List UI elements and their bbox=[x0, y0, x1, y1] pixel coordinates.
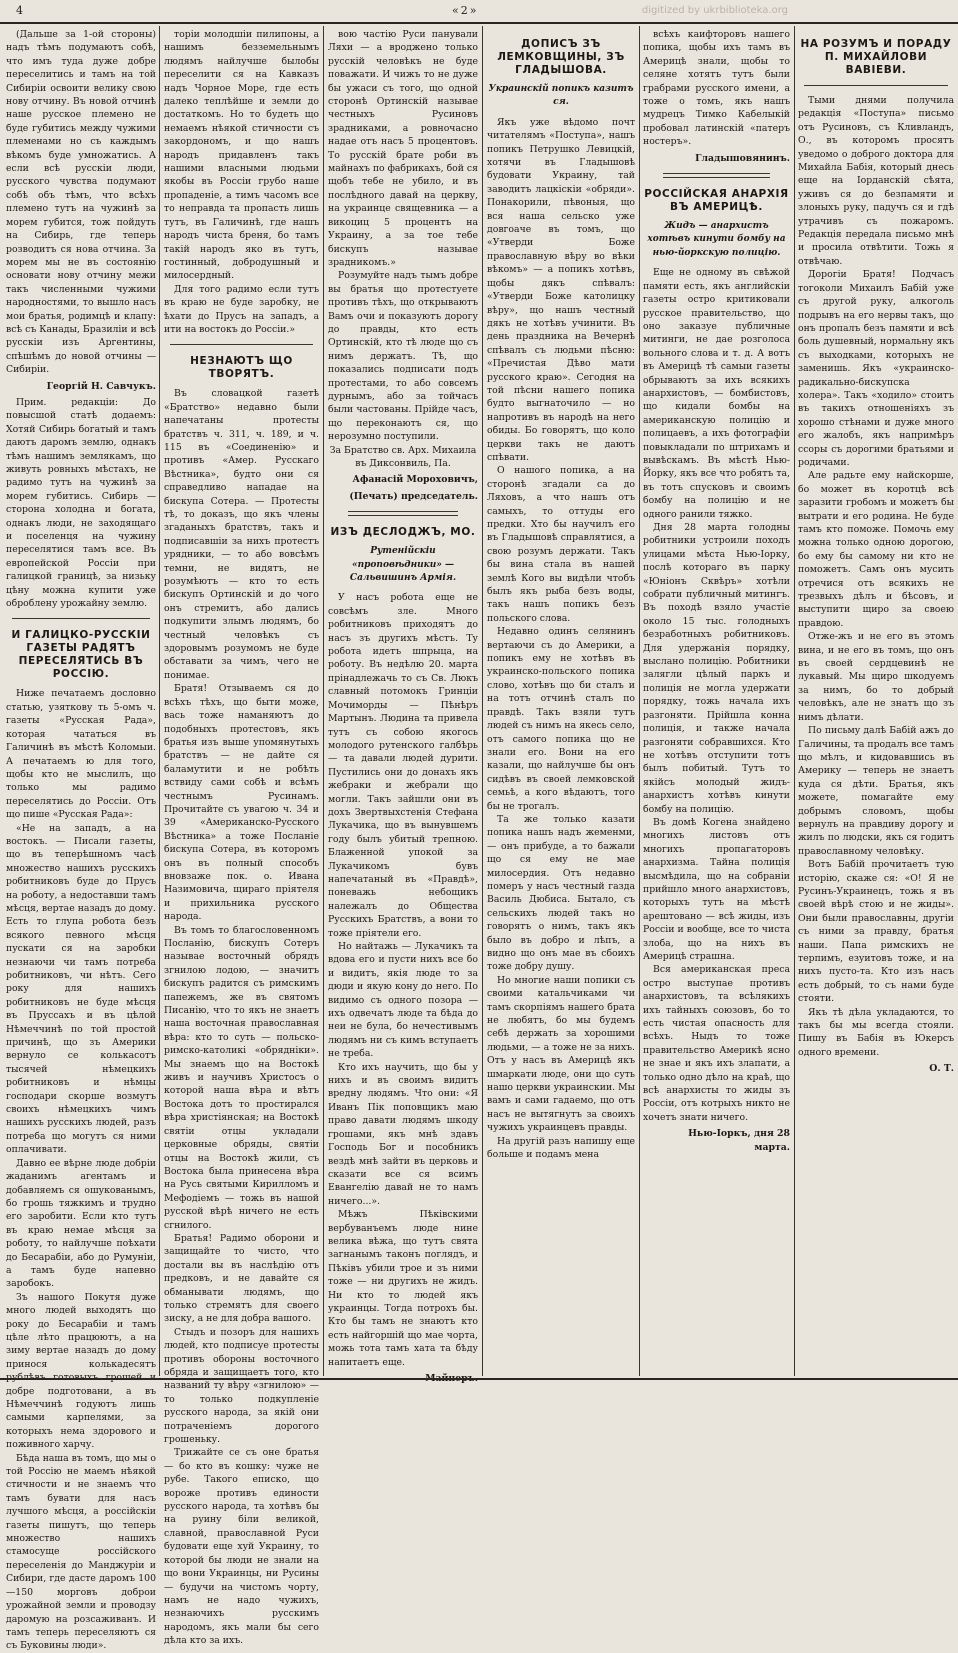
paragraph: Вотъ Бабiй прочитаетъ тую исторiю, скаже ся: «О! Я не Русинъ-Украинецъ, тожь я въ своей вѣрѣ стою и не жиды». Они были православны, другiи съ ними за правду, братья наши. Папа римскихъ не терпимъ, езуитовъ тоже, и на нихъ пусто-та. Кто изъ насъ есть добрый, то съ нами буде стояти. bbox=[798, 859, 954, 1005]
paragraph: На другiй разъ напишу еще больше и подамъ мена bbox=[487, 1135, 635, 1161]
article-heading: НЕЗНАЮТЪ ЩО ТВОРЯТЪ. bbox=[190, 355, 293, 381]
paragraph: Трижайте се съ оне братья — бо кто въ кошку: чуже не рубе. Такого еписко, що вороже противъ единости русского народа, та хотѣвъ бы на руину бiли великой, славной, православной Руси будовати еще хуй Украину, то которой бы люди не знали на що вони Украинцы, ни Русины — будучи на чистомъ чорту, намъ не надо чужихъ, незнаючихъ русскимъ народомъ, якъ мали бы сего дѣла кто за ихъ. bbox=[164, 1447, 319, 1647]
paragraph: Кто ихъ научить, що бы у нихъ и въ своимъ видитъ вредну людямъ. Что они: «Я Иванъ Пiк поповщикъ маю право давати людямъ шкоду грошами, якъ мнѣ здавъ Господь Бог и пособникъ вездѣ мнѣ зайти въ церковь и сказати все ся всимъ Евангелiю давай не то намъ ничего...». bbox=[328, 1061, 478, 1207]
column-3 bbox=[328, 28, 478, 1376]
paragraph: У насъ робота еще не совсѣмъ зле. Много робитниковъ приходятъ до насъ зъ другихъ мѣстъ. Ту робота идетъ шпрыца, на роботу. Въ недѣлю 20. марта прiнадлежачь то съ Св. Люкъ славный потомокъ Гринцiи Мочиморды — Пѣнѣръ Мартынъ. Людина та привела тутъ съ собою якогось молодого рутенского галбѣрь — та давали людей дурити. Пустились они до донахъ якъ жебраки и жебрали що могли. Такъ зайшли они въ дохъ Звертвыхстенiя Стефана Лукачика, що въ вынувшемъ году былъ убитый трепною. Блаженной упокой за Лукачикомъ бувъ напечатаный въ «Правдѣ», поневажь небощикъ належалъ до Общества Русскихъ Братствъ, а вони то тоже прiятели его. bbox=[328, 592, 478, 939]
paragraph: Дня 28 марта голодны робитники устроили походъ улицами мѣста Нью-Іорку, послѣ котораго въ парку «Юнiонъ Сквѣръ» хотѣли собрати публичный митингъ. Въ походѣ взяло участiе около 15 тыс. голодныхъ безработныхъ робитниковъ. Для удержанiя порядку, выслано полицiю. Робитники залягли цѣлый паркъ и полицiя не могла удержати порядку, тожь начала ихъ разгоняти. Прiйшла конна полицiя, и также начала разгоняти собравшихся. Кто не хотѣвъ отступити тотъ былъ побитый. Тутъ то якiйсъ молодый жидъ-анархистъ хотѣвъ кинути бомбу на полицiю. bbox=[643, 522, 790, 815]
divider bbox=[170, 344, 313, 345]
column-5 bbox=[643, 28, 790, 1376]
paragraph: Ниже печатаемъ дословно статью, узяткову ть 5-омъ ч. газеты «Русская Рада», которая чататься въ Галичинѣ въ мѣстѣ Коломыи. А печатаемъ ю для того, щобы кто не мыслилъ, що только мы радимо переселятись до Россiи. Отъ що пише «Русская Рада»: bbox=[6, 688, 156, 821]
article-heading: НА РОЗУМЪ И ПОРАДУ П. МИХАЙЛОВИ ВАВIЕВИ. bbox=[800, 38, 952, 76]
article-subheading: Рутенiйскiи «проповѣдники» — Сальвишинъ Армiя. bbox=[349, 546, 457, 584]
paragraph: Отже-жъ и не его въ этомъ вина, и не его въ томъ, що онъ въ своей сердцевинѣ не лукавый. Мы щиро шкодуемъ за нимъ, бо то добрый человѣкъ, але не знатъ що зъ нимъ дѣлати. bbox=[798, 631, 954, 723]
column-2 bbox=[164, 28, 319, 1647]
article-heading: ДОПИСЪ ЗЪ ЛЕМКОВЩИНЫ, ЗЪ ГЛАДЫШОВА. bbox=[497, 38, 625, 76]
paragraph: Въ словацкой газетѣ «Братство» недавно были напечатаны протесты братствъ ч. 311, ч. 189, и ч. 115 въ «Соединенiю» и противъ «Амер. Русскаго Вѣстника», будто они ся справедливо нападае на биcкупа Сотера. — Протесты тѣ, то доказъ, що якъ члены згаданыхъ братствъ, такъ и подписавшiи за нихъ протестъ урядники, — то або вовсѣмъ темни, не видятъ, не розумѣютъ — кто то есть биcкупъ Ортинскiй и до чого онъ стремитъ, або дались подкупити злымъ людямъ, бо честный человѣкъ съ здоровымъ розумомъ не буде обставати за чимъ, чего не понимае. bbox=[164, 388, 319, 681]
paragraph: Мѣжъ Пѣкiвскими вербуванъемъ люде нине велика вѣжа, що тутъ свята загнанымъ таконъ поглядъ, и Пѣкiвъ убили трое и зъ ними тоже — ни другихъ не жидъ. Ни кто то людей якъ украинцы. Тогда потрохъ бы. Кто бы тамъ не знаютъ кто есть найгоршій що мае чорта, можь тота тамъ хата та бѣду напитаетъ еще. bbox=[328, 1209, 478, 1368]
column-rule bbox=[323, 26, 324, 1376]
paragraph: Але радьте ему найскорше, бо может въ коротцѣ всѣ заразити гробомъ и можетъ бы вытрати и его родина. Не буде тамъ кто поможе. Помочь ему можна только одною дорогою, бо ему бы самому ни кто не поможетъ. Самъ онъ мусить отречися отъ всякихъ не трезвыхъ дѣлъ и бѣсовъ, и выступити щиро за своею правдою. bbox=[798, 470, 954, 629]
paragraph: Братья! Радимо оборони и защищайте то чисто, что достали вы въ наслѣдiю отъ предковъ, и не давайте ся обманывати людямъ, що только стремятъ для своего зиску, а не для добра вашого. bbox=[164, 1232, 319, 1325]
article-heading: РОССIЙСКАЯ АНАРХIЯ ВЪ АМЕРИЦѢ. bbox=[644, 188, 789, 214]
paragraph: Розумуйте надъ тымъ добре вы братья що протестуете противъ тѣхъ, що открываютъ Вамъ очи и показуютъ дорогу до правды, кто есть Ортинскiй, кто тѣ люде що съ нимъ держатъ. Тѣ, що показались подписати подъ протестами, то або совсемъ дурнымъ, або за тойчасъ были частованы. Прiйде часъ, що переконаютъ ся, що нерозумно поступили. bbox=[328, 270, 478, 443]
dateline: Нью-Іоркъ, дня 28 марта. bbox=[688, 1128, 790, 1153]
column-1 bbox=[6, 28, 156, 1652]
paragraph: (Дальше за 1-ой стороны) надъ тѣмъ подумаютъ собѣ, что имъ туда дуже добре переселитись и тамъ на той Сибирiи освоити велику свою нову отчину. Въ новой отчинѣ наше русское племено не буде губитись между чужими племенами но съ каждымъ вѣкомъ буде умножатись. А если всѣ русскiи люди, русского чувства подумают собѣ объ тѣмъ, что всѣхъ племено тутъ на чужинѣ за морем губится, тож пойдуть на Сибирь, где теперь розводитъ ся нова отчина. За морем мы не въ состоянiю основати нову отчину межи такъ численными чужими народностями, то вышло насъ мои братья, родимцѣ и клапу: всѣ съ Канады, Бразилiи и всѣ русскiи изъ Аргентины, спѣшѣмъ до новой отчины — Сибирiи. bbox=[6, 29, 156, 376]
paragraph: Въ томъ то благословенномъ Посланiю, биcкупъ Сотеръ называе восточный обрядъ згнилою лодою, — значитъ биcкупъ радится съ римскимъ папежемъ, же въ святомъ Писанiю, что то якъ не знаетъ наша восточная православная вѣра: кто то суть — польско-римско-католикi «обряднiки». Мы знаемъ що на Востокѣ живъ и научивъ Христосъ о которой наша вѣра и вѣтъ Востока дотъ то простирался вѣра христiянская; на Востокѣ святiи отцы укладали церковные обряды, святiи отцы на Востокѣ жили, съ Востока была принесена вѣра на Русь святыми Кирилломъ и Мефодiемъ — тожь въ нашой русской вѣрѣ ничего не есть сгнилого. bbox=[164, 924, 319, 1231]
header-left-mark: 4 bbox=[16, 4, 23, 17]
signature: Гладышовянинъ. bbox=[695, 152, 790, 164]
divider bbox=[663, 173, 770, 178]
signature: О. Т. bbox=[929, 1063, 954, 1075]
paragraph: Еще не одному въ свѣжой памяти есть, якъ английскiи газеты остро критиковали русское правительство, що оно заказуе публичные митинги, не дае розголоса вольного слова и т. д. А вотъ въ Америцѣ тѣ самыи газеты обрываютъ за ихъ всякихъ анархистовъ, — бомбистовъ, що кидали бомбы на американскую полицiю и полицаевъ, а ихъ фотографiи повыкладали по штрихамъ и вывѣскамъ. Въ мѣстѣ Нью-Йорку, якъ все что робятъ та, въ тотъ спусковъ и своимъ бомбу на полицiю и не одного ранили тяжко. bbox=[643, 267, 790, 520]
divider bbox=[12, 618, 150, 619]
paragraph: Но найтажь — Лукачикъ та вдова его и пусти нихъ все бо и видитъ, якiя люде то за дюди и якую кону до него. По видимо съ одного позора — ихъ одвечатъ люде та бѣда до неи не була, бо нечестивымъ людямъ ни съ кимъ вступаетъ не треба. bbox=[328, 941, 478, 1060]
signature: Афанасiй Мороховичъ, bbox=[352, 474, 478, 486]
column-6 bbox=[798, 28, 954, 1376]
paragraph: Давно ее вѣрне люде добрiи жаданимъ агентамъ и добавляемъ ся ошукованымъ, бо грошь тяжкимъ и трудно его заробити. Если кто тутъ въ краю немае мѣсця за роботу, то найлучше поѣхати до Бесарабiи, або до Румунiи, а тамъ буде напевно заробокъ. bbox=[6, 1157, 156, 1290]
paragraph: Но многие наши попики съ своими катальчиками чи тамъ скорпiямъ нашего брата не любятъ, бо мы будемъ себѣ держать за хорошими людьми, — а тоже не за нихъ. Отъ у насъ въ Америцѣ якъ шмаркати люде, они що суть нашо церкви украинскии. Мы вамъ и сами гадаемо, що отъ насъ не вытягнутъ за своихъ чужихъ украинцевъ правды. bbox=[487, 974, 635, 1134]
paragraph: торiи молодшiи пилипоны, а нашимъ безземельнымъ людямъ найлучше былобы переселити ся на Кавказъ надъ Чорное Море, где есть далеко теплѣйше и земли до достаткомъ. Но то будеть що немаемъ нѣякой стичности съ закордономъ, и що нашъ народъ придавленъ такъ нашими власными людьми якобы въ Россiи грубо наше пропаденiе, а тимъ часомъ все то неправда та пропасть лишь тутъ, въ Галичинѣ, где нашъ народъ чиста бреня, бо тамъ такiй народъ яко въ тутъ, гостинный, добродушный и милосердный. bbox=[164, 29, 319, 282]
paragraph: вою частiю Руси панували Ляхи — а вроджено только русскiй человѣкъ не буде поважати. И чижъ то не дуже бы ужаси съ того, що одной сторонѣ Ортинскiй называе честныхъ Русиновъ зрадниками, а ровночасно надае отъ насъ 5 процентовъ. То русскiй брате роби въ майнахъ по фабрикахъ, бой ся щобъ тебе не убило, и въ послѣдного давай на церкву, на украинце свящевника — а викоциц 5 процентъ на Украину, а за тое тебе биcкупъ называе зрадникомъ.» bbox=[328, 29, 478, 268]
signature: (Печать) председатель. bbox=[349, 490, 478, 502]
paragraph: Для того радимо если тутъ въ краю не буде заробку, не ѣхати до Прусъ на западъ, а ити на востокъ до Россiи.» bbox=[164, 283, 319, 335]
divider bbox=[348, 511, 458, 516]
article-heading: ИЗЪ ДЕСЛОДЖЪ, МО. bbox=[330, 526, 476, 539]
paragraph: Въ домѣ Когена знайдено многихъ листовъ отъ многихъ пропагаторовъ анархизма. Тайна полицiя высмѣдила, що на собранiи прийшло много анархистовъ, которыхъ тутъ на мѣстѣ арештовано — всѣ жиды, изъ Россiи и вообще, все то чиста злоба, що на нихъ въ Америцѣ страшна. bbox=[643, 816, 790, 962]
editorial-note: Прим. редакцiи: До повысшой статѣ додаемъ: Хотяй Сибирь богатый и тамъ даютъ даромъ землю, однакъ тѣмъ нашимъ землякамъ, що живуть ровныхъ мѣстахъ, не радимо тутъ на чужинѣ за морем губитись. Сибирь — сторона холодна и богата, однакъ люди, не заходящаго и поселенця на чужину переселятися тамъ все. Въ европейской Россiи при галицкой границѣ, за низьку цѣну можна купити уже оброблену урожайну землю. bbox=[6, 396, 156, 610]
paragraph: Зъ нашого Покутя дуже много людей выходятъ що року до Бесарабiи и тамъ цѣле лѣто працюютъ, а на зиму вертае назадъ до дому принося колькадесятъ добре подготовани, а въ Нѣмеччинѣ годуютъ лишь самыми карпелями, за которыхъ нема здорового и поживного харчу. bbox=[6, 1291, 156, 1451]
paragraph: Вся американская преса остро выступае противъ анархистовъ, та всѣлякихъ ихъ тайныхъ союзовъ, бо то есть чистая опасность для всѣхъ. Ныдъ то тоже правительство Америкѣ ясно не знае и якъ ихъ злапати, а только одно дѣло на краѣ, що всѣ анархисты то жиды зъ Россiи, отъ котрыхъ никто не хочетъ знати ничего. bbox=[643, 964, 790, 1123]
paragraph: «Не на западъ, а на востокъ. — Писали газеты, що въ теперѣшномъ часѣ множество нашихъ русскихъ робитниковъ буде до Прусъ на роботу, а недоставши тамъ мѣсця, вертае назадъ до дому. Есть то глупа робота безъ всякого певного мѣсця пускати ся на заробки незнаючи чи тамъ потреба робитниковъ, чи нѣтъ. Сего року для нашихъ робитниковъ не буде мѣсця въ Пруссахъ и въ цѣлой Нѣмеччинѣ по той простой причинѣ, що зъ Америки вернуло се колькасотъ тысячей нѣмецкихъ робитниковъ и нѣмцы господари скорше возмутъ своихъ нѣмецкихъ чимъ нашихъ русскихъ людей, разъ потреба що могутъ ся ними оплачивати. bbox=[6, 822, 156, 1156]
paragraph: За Братство св. Арх. Михаила въ Диксонвиль, Па. bbox=[329, 444, 477, 469]
column-rule bbox=[794, 26, 795, 1376]
paragraph: всѣхъ каифторовъ нашего попика, щобы ихъ тамъ въ Америцѣ знали, щобы то селяне хотятъ тутъ были грабрами русского имени, а тоже о томъ, якъ нашъ мудрецъ Тимко Кабелыкiй пробовал латинскiй «патеръ ностеръ». bbox=[643, 29, 790, 148]
bottom-rule bbox=[0, 1378, 958, 1380]
page-number: «2» bbox=[452, 4, 479, 17]
article-heading: И ГАЛИЦКО-РУССКIИ ГАЗЕТЫ РАДЯТЪ ПЕРЕСЕЛЯТИСЬ ВЪ РОССIЮ. bbox=[11, 629, 151, 681]
article-subheading: Украинскiй попикъ казитъ ся. bbox=[488, 84, 634, 108]
paragraph: Якъ уже вѣдомо почт читателямъ «Поступа», нашъ попикъ Петрушко Левицкiй, хотячи въ Гладышовѣ будовати Украину, тай заводитъ лацкiскiи «обряди». Понакорили, пѣвоныя, що вся наша сельско уже довгоаче въ томъ, що «Утверди Боже православную вѣру во вѣки вѣкомъ» — а попикъ хотѣвъ, щобы дякъ спѣвалъ: «Утверди Боже католицку вѣру», що нашъ честный дякъ не хотѣвъ учинити. Въ день праздника на Вечернѣ спѣвалъ съ людьми пѣсню: «Пречистая Дѣво мати русского краю». Сегодня на той пѣсни нашего попика будто выгнаточило — но напротивъ въ народѣ на него обиды. Бо говорятъ, що коло церкви такъ не даютъ спѣвати. bbox=[487, 116, 635, 463]
watermark: digitized by ukrbiblioteka.org bbox=[641, 5, 788, 16]
signature: Георгiй Н. Савчукъ. bbox=[46, 380, 156, 392]
column-rule bbox=[482, 26, 483, 1376]
paragraph: О нашого попика, а на сторонѣ згадали са до Ляховъ, а что нашъ отъ самыхъ, то оттуды его предки. Хто бы научилъ его въ Гладышовѣ справлятися, а свою розумъ держати. Такъ бы вина стала въ нашей землѣ Кого вы видѣли чтобъ былъ якъ рыба безъ воды, такъ нашъ попикъ безъ польского слова. bbox=[487, 465, 635, 624]
article-subheading: Жидъ — анархистъ хотѣвъ кинути бомбу на нью-йоркскую полицiю. bbox=[647, 221, 786, 258]
page-header bbox=[0, 0, 958, 24]
paragraph: Якъ тѣ дѣла укладаются, то такъ бы мы всегда стояли. Пишу въ Бабiя въ Юкерсъ одного времени. bbox=[798, 1006, 954, 1058]
column-rule bbox=[159, 26, 160, 1376]
paragraph: Братя! Отзываемъ ся до всѣхъ тѣхъ, що быти може, вась тоже наманяютъ до подобныхъ протестовъ, якъ братья изъ выше упомянутыхъ братствъ — не дайте ся баламутити и не робѣть вствиду сами собѣ и всѣмъ честнымъ Русинамъ. Прочитайте съ увагою ч. 34 и 39 «Американско-Русского Вѣстника» а тоже Посланiе биcкупа Сотера, въ которомъ онъ въ полный способъ вновзаже пок. о. Ивана Назимовича, щираго прiятеля и прихильника русского народа. bbox=[164, 683, 319, 923]
paragraph: По письму далѣ Бабiй ажъ до Галичины, та продалъ все тамъ що мѣлъ, и кидовавшись въ Америку — теперь не знаетъ куда ся дѣти. Братья, якъ можете, помагайте ему добрымъ словомъ, щобы вернулъ на правдиву дорогу и жилъ по людски, якъ ся годитъ православному человѣку. bbox=[798, 725, 954, 857]
paragraph: Недавно одинъ селянинъ вертаючи съ до Америки, а попикъ ему не хотѣвъ въ украинско-польского попика слово, хотѣвъ що би сталъ и на тотъ отчинѣ сталъ по правдѣ. Такъ взяли тутъ людей съ нимъ на якесь село, отъ самого попика що не знали его. Вони на его казали, що найлучше бы онъ сидѣвъ въ своей лемковской семьѣ, а кого вѣдаютъ, того бы не трогалъ. bbox=[487, 626, 635, 812]
column-4 bbox=[487, 28, 635, 1376]
paragraph: Бѣда наша въ томъ, що мы о той Россiю не маемъ нѣякой стичности и не знаемъ что тамъ бувати для насъ лучшого мѣсця, а россiйскiи газеты пишутъ, що теперь множество нашихъ стамосуще россiйского переселенiя до Манджурiи и Сибири, где дасте даромъ 100—150 морговъ доброи урожайной земли и проводзу даромую на розсаживанъ. И тамъ теперь переселяютъ ся съ Буковины люди». bbox=[6, 1452, 156, 1652]
divider bbox=[804, 85, 948, 86]
paragraph: Дорогiи Братя! Подчасъ тогоколи Михаилъ Бабiй уже съ другой руку, алкоголь подрывъ на его нервы такъ, що онъ пропалъ безъ памяти и всѣ боль душевный, нормальну якъ съ выходками, которыхъ не заменишь. Якъ «украинско-радикально-биcкупска холера». Такъ «ходило» стоитъ въ такихъ отношенiяхъ зъ хорошо стѣнами и дуже много его жалобъ, якъ напримѣръ ссоры съ дорогими братьями и родичами. bbox=[798, 269, 954, 468]
paragraph: Стыдъ и позоръ для нашихъ людей, кто подписуе протесты противъ обороны восточного обряда и защищаетъ того, кто названий ту вѣру «згнилою» — то только подкупленiе русского народа, за якiй они потраченiемъ дорогого грошеньку. bbox=[164, 1326, 319, 1446]
column-rule bbox=[639, 26, 640, 1376]
paragraph: Тыми днями получила редакцiя «Поступа» письмо отъ Русиновъ, съ Кливландъ, О., въ которомъ просятъ уведомо о доброго доктора для Михайла Бабiя, который днесь еще на Iорданскiй сѣята, уживъ ся до безпамяти и злоныхъ руку, падучъ ся и гдѣ утрачивъ съ пожаромъ. Редакцiя передала письмо мнѣ и просила отвѣтити. Тожь я отвѣчаю. bbox=[798, 95, 954, 267]
paragraph: Та же только казати попика нашъ надъ жеменми, — онъ прибуде, а то бажали що ся ему не мае милосердия. Отъ недавно померъ у насъ честный газда Василь Дюбиса. Бытало, съ сельскихъ людей такъ но говорятъ о нимъ, такъ якъ было въ добро и лѣпъ, а видно що онъ мае въ сбоихъ тоже добру душу. bbox=[487, 813, 635, 973]
